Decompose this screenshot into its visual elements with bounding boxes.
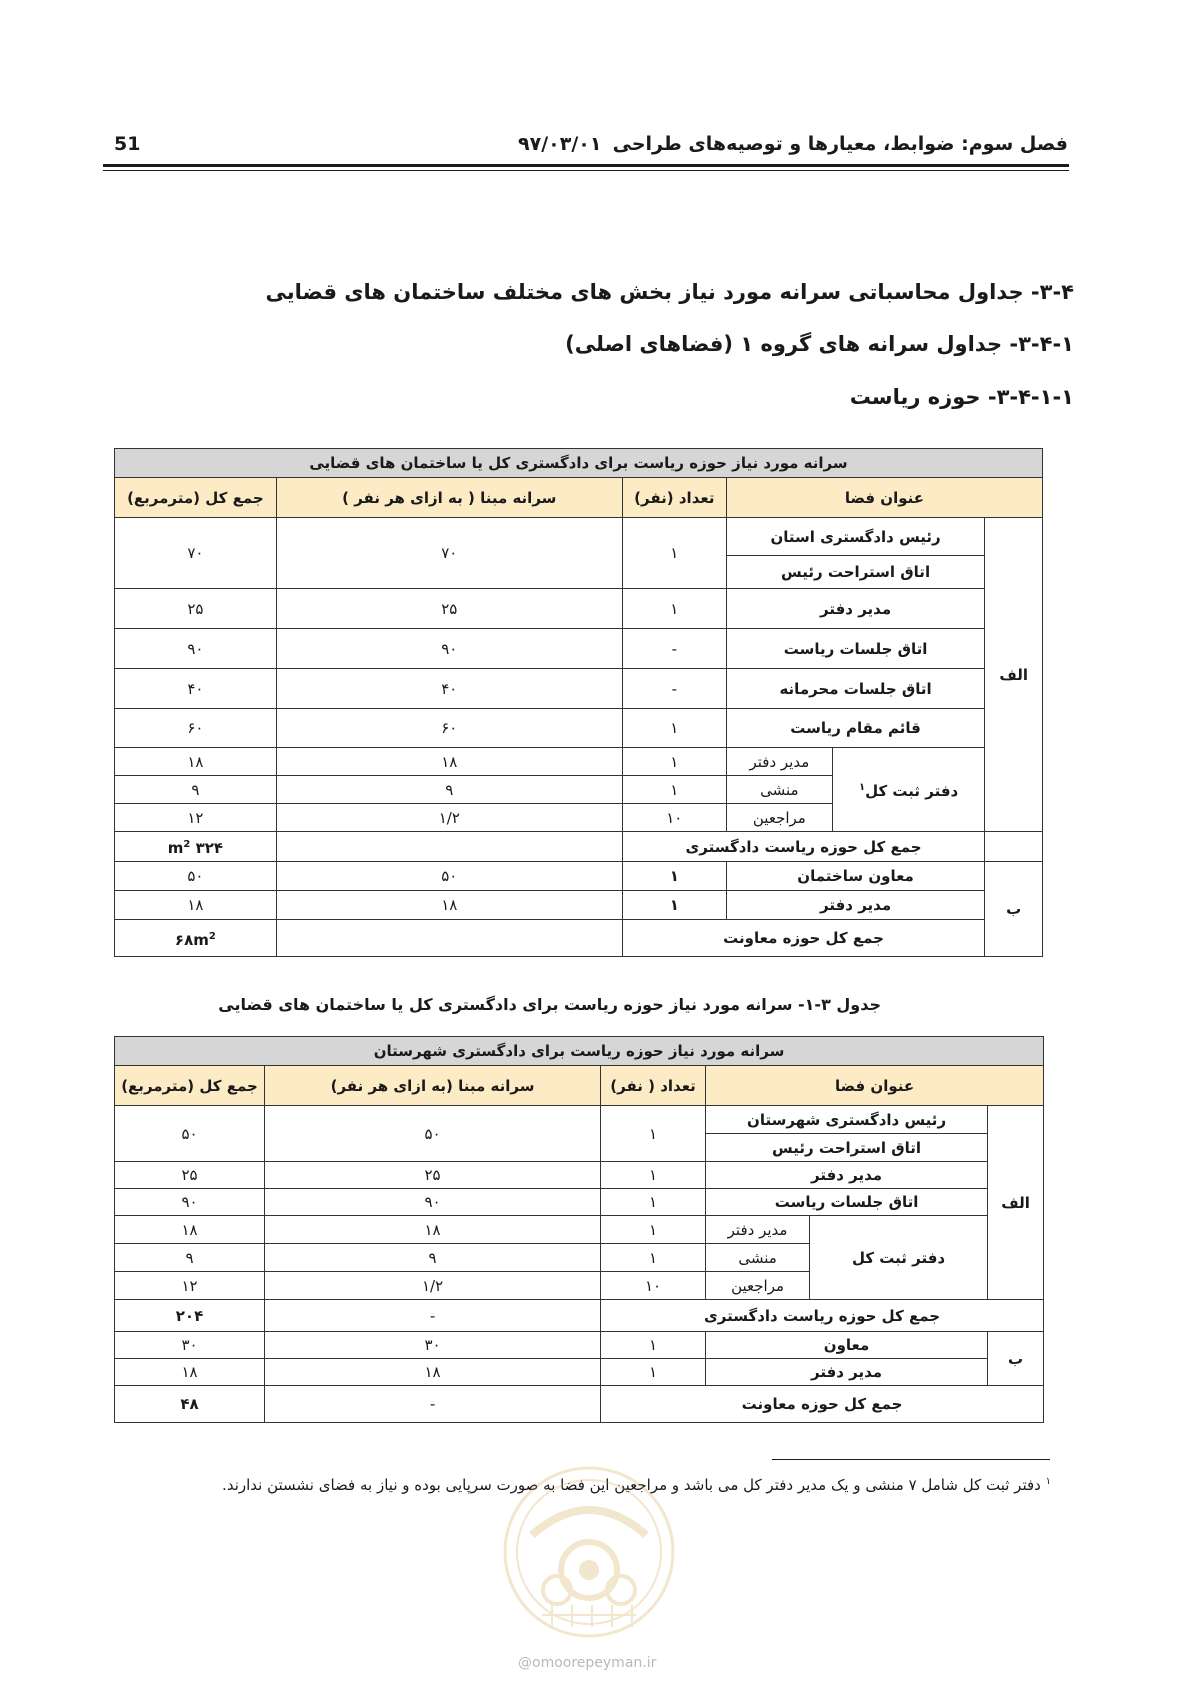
subtotal-label: جمع کل حوزه معاونت xyxy=(601,1386,1044,1423)
subtotal-base: - xyxy=(265,1386,601,1423)
document-date: ۹۷/۰۳/۰۱ xyxy=(518,133,602,155)
table-county-presidency xyxy=(114,1036,1044,1423)
count-cell: ۱ xyxy=(622,518,726,589)
total-cell: ۹۰ xyxy=(115,1189,265,1216)
header-rule-thin xyxy=(103,170,1069,171)
subsubsection-heading: ۳-۴-۱-۱- حوزه ریاست xyxy=(849,385,1074,409)
count-cell: - xyxy=(622,669,726,709)
table-banner: سرانه مورد نیاز حوزه ریاست برای دادگستری کل یا ساختمان های قضایی xyxy=(115,449,1043,478)
subtotal-base xyxy=(276,920,622,957)
base-cell: ۴۰ xyxy=(276,669,622,709)
footnote-rule xyxy=(772,1459,1050,1460)
col-header-total: جمع کل (مترمربع) xyxy=(115,478,277,518)
total-cell: ۵۰ xyxy=(115,1106,265,1162)
col-header-title: عنوان فضا xyxy=(726,478,1042,518)
count-cell: ۱۰ xyxy=(601,1272,706,1300)
count-cell: - xyxy=(622,629,726,669)
space-name: مدیر دفتر xyxy=(706,1359,988,1386)
count-cell: ۱ xyxy=(622,748,726,776)
header-rule-thick xyxy=(103,164,1069,167)
count-cell: ۱ xyxy=(601,1359,706,1386)
registry-sub: منشی xyxy=(726,776,832,804)
base-cell: ۱/۲ xyxy=(276,804,622,832)
subsection-heading: ۳-۴-۱- جداول سرانه های گروه ۱ (فضاهای اصلی) xyxy=(565,332,1074,356)
count-cell: ۱ xyxy=(601,1106,706,1162)
total-cell: ۱۲ xyxy=(115,1272,265,1300)
registry-name: دفتر ثبت کل xyxy=(810,1216,988,1300)
watermark-url: @omoorepeyman.ir xyxy=(518,1655,657,1671)
registry-sub: مدیر دفتر xyxy=(706,1216,810,1244)
col-header-count: تعداد ( نفر) xyxy=(601,1066,706,1106)
base-cell: ۵۰ xyxy=(265,1106,601,1162)
base-cell: ۹۰ xyxy=(276,629,622,669)
space-name: معاون ساختمان xyxy=(726,862,985,891)
subtotal-value: ۲۰۴ xyxy=(115,1300,265,1332)
total-cell: ۳۰ xyxy=(115,1332,265,1359)
total-cell: ۱۸ xyxy=(115,891,277,920)
count-cell: ۱ xyxy=(622,709,726,748)
space-name: معاون xyxy=(706,1332,988,1359)
section-heading: ۳-۴- جداول محاسباتی سرانه مورد نیاز بخش های مختلف ساختمان های قضایی xyxy=(265,280,1074,304)
count-cell: ۱ xyxy=(622,776,726,804)
count-cell: ۱ xyxy=(622,862,726,891)
registry-label: دفتر ثبت کل xyxy=(865,782,959,800)
group-label-a: الف xyxy=(985,518,1043,832)
space-name: اتاق استراحت رئیس xyxy=(726,556,985,589)
space-name: رئیس دادگستری شهرستان xyxy=(706,1106,988,1134)
count-cell: ۱ xyxy=(601,1332,706,1359)
footnote-ref: ۱ xyxy=(858,782,866,793)
total-cell: ۲۵ xyxy=(115,589,277,629)
group-label-a: الف xyxy=(988,1106,1044,1300)
count-cell: ۱ xyxy=(601,1244,706,1272)
base-cell: ۱۸ xyxy=(265,1359,601,1386)
total-cell: ۹۰ xyxy=(115,629,277,669)
base-cell: ۲۵ xyxy=(265,1162,601,1189)
total-cell: ۶۰ xyxy=(115,709,277,748)
base-cell: ۹۰ xyxy=(265,1189,601,1216)
total-cell: ۱۸ xyxy=(115,748,277,776)
space-name: مدیر دفتر xyxy=(706,1162,988,1189)
table-provincial-presidency xyxy=(114,448,1043,957)
col-header-title: عنوان فضا xyxy=(706,1066,1044,1106)
total-cell: ۱۸ xyxy=(115,1359,265,1386)
total-cell: ۲۵ xyxy=(115,1162,265,1189)
space-name: اتاق جلسات ریاست xyxy=(726,629,985,669)
footnote-text: دفتر ثبت کل شامل ۷ منشی و یک مدیر دفتر کل می باشد و مراجعین این فضا به صورت سرپایی بوده و نیاز به فضای نشستن ندارند. xyxy=(222,1476,1041,1494)
space-name: مدیر دفتر xyxy=(726,589,985,629)
registry-sub: مدیر دفتر xyxy=(726,748,832,776)
count-cell: ۱ xyxy=(601,1216,706,1244)
subtotal-base: - xyxy=(265,1300,601,1332)
space-name: مدیر دفتر xyxy=(726,891,985,920)
col-header-total: جمع کل (مترمربع) xyxy=(115,1066,265,1106)
total-cell: ۵۰ xyxy=(115,862,277,891)
space-name: اتاق جلسات ریاست xyxy=(706,1189,988,1216)
base-cell: ۶۰ xyxy=(276,709,622,748)
base-cell: ۲۵ xyxy=(276,589,622,629)
base-cell: ۹ xyxy=(265,1244,601,1272)
subtotal-label: جمع کل حوزه ریاست دادگستری xyxy=(601,1300,1044,1332)
space-name: اتاق استراحت رئیس xyxy=(706,1134,988,1162)
count-cell: ۱ xyxy=(622,589,726,629)
total-cell: ۹ xyxy=(115,1244,265,1272)
chapter-title: فصل سوم: ضوابط، معیارها و توصیه‌های طراحی xyxy=(612,133,1068,155)
space-name: قائم مقام ریاست xyxy=(726,709,985,748)
total-cell: ۴۰ xyxy=(115,669,277,709)
col-header-count: تعداد (نفر) xyxy=(622,478,726,518)
space-name: اتاق جلسات محرمانه xyxy=(726,669,985,709)
registry-sub: مراجعین xyxy=(726,804,832,832)
base-cell: ۳۰ xyxy=(265,1332,601,1359)
base-cell: ۱۸ xyxy=(276,748,622,776)
count-cell: ۱۰ xyxy=(622,804,726,832)
registry-sub: مراجعین xyxy=(706,1272,810,1300)
footnote-marker: ۱ xyxy=(1045,1476,1051,1487)
table-caption: جدول ۳-۱- سرانه مورد نیاز حوزه ریاست برای دادگستری کل یا ساختمان های قضایی xyxy=(218,995,881,1014)
total-cell: ۱۸ xyxy=(115,1216,265,1244)
group-spacer xyxy=(985,832,1043,862)
total-cell: ۱۲ xyxy=(115,804,277,832)
col-header-base: سرانه مبنا ( به ازای هر نفر ) xyxy=(276,478,622,518)
group-label-b: ب xyxy=(988,1332,1044,1386)
subtotal-label: جمع کل حوزه ریاست دادگستری xyxy=(622,832,985,862)
total-cell: ۷۰ xyxy=(115,518,277,589)
seal-logo-icon xyxy=(502,1465,676,1639)
base-cell: ۱۸ xyxy=(276,891,622,920)
base-cell: ۵۰ xyxy=(276,862,622,891)
subtotal-label: جمع کل حوزه معاونت xyxy=(622,920,985,957)
subtotal-value: ۴۸ xyxy=(115,1386,265,1423)
total-cell: ۹ xyxy=(115,776,277,804)
count-cell: ۱ xyxy=(601,1162,706,1189)
col-header-base: سرانه مبنا (به ازای هر نفر) xyxy=(265,1066,601,1106)
subtotal-value: ۳۲۴ $m^2$ xyxy=(115,832,277,862)
group-label-b: ب xyxy=(985,862,1043,957)
subtotal-value: $۶۸m^2$ xyxy=(115,920,277,957)
registry-sub: منشی xyxy=(706,1244,810,1272)
base-cell: ۷۰ xyxy=(276,518,622,589)
table-banner: سرانه مورد نیاز حوزه ریاست برای دادگستری شهرستان xyxy=(115,1037,1044,1066)
count-cell: ۱ xyxy=(622,891,726,920)
subtotal-base xyxy=(276,832,622,862)
space-name: رئیس دادگستری استان xyxy=(726,518,985,556)
base-cell: ۹ xyxy=(276,776,622,804)
base-cell: ۱۸ xyxy=(265,1216,601,1244)
base-cell: ۱/۲ xyxy=(265,1272,601,1300)
registry-name xyxy=(832,748,984,832)
page-number: 51 xyxy=(114,133,141,155)
count-cell: ۱ xyxy=(601,1189,706,1216)
